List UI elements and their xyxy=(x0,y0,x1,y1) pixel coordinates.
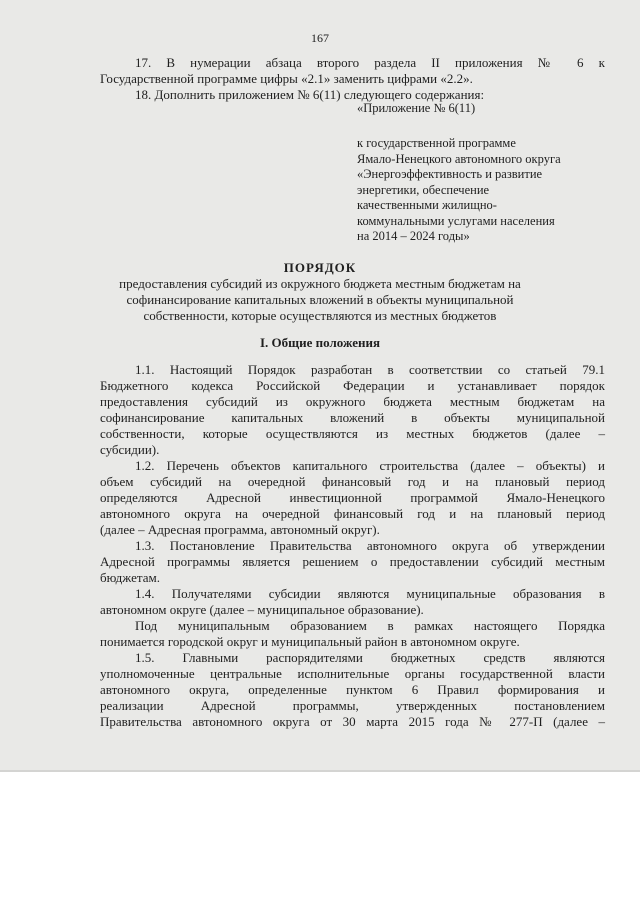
body-line: автономного округа на очередной финансовый год и на плановый период xyxy=(100,506,605,521)
body-line: объем субсидий на очередной финансовый год и на плановый период xyxy=(100,474,605,489)
body-line: Правительства автономного округа от 30 марта 2015 года № 277-П (далее – xyxy=(100,714,605,729)
body-line: (далее – Адресная программа, автономный округ). xyxy=(100,522,380,537)
body-line: реализации Адресной программы, утвержденных постановлением xyxy=(100,698,605,713)
subtitle-line-1: предоставления субсидий из окружного бюджета местным бюджетам на xyxy=(119,276,521,291)
item-17-line-1: 17. В нумерации абзаца второго раздела II приложения № 6 к xyxy=(135,55,605,70)
body-line: бюджетам. xyxy=(100,570,160,585)
body-line: собственности, которые осуществляются из местных бюджетов (далее – xyxy=(100,426,605,441)
body-line: Адресной программы является решением о предоставлении субсидий местным xyxy=(100,554,605,569)
subtitle-line-3: собственности, которые осуществляются из местных бюджетов xyxy=(143,308,497,323)
item-17-line-2: Государственной программе цифры «2.1» заменить цифрами «2.2». xyxy=(100,71,473,86)
body-line: понимается городской округ и муниципальный район в автономном округе. xyxy=(100,634,520,649)
body-line: 1.5. Главными распорядителями бюджетных средств являются xyxy=(135,650,605,665)
annex-line-3: «Энергоэффективность и развитие xyxy=(357,167,543,181)
body-line: Бюджетного кодекса Российской Федерации и устанавливает порядок xyxy=(100,378,605,393)
body-line: 1.2. Перечень объектов капитального строительства (далее – объекты) и xyxy=(135,458,605,473)
body-line: автономном округе (далее – муниципальное образование). xyxy=(100,602,424,617)
body-line: предоставления субсидий из окружного бюджета местным бюджетам на xyxy=(100,394,605,409)
page-number: 167 xyxy=(311,31,329,45)
annex-line-7: на 2014 – 2024 годы» xyxy=(357,229,470,243)
body-line: уполномоченные центральные исполнительные органы государственной власти xyxy=(100,666,605,681)
body-line: 1.4. Получателями субсидии являются муниципальные образования в xyxy=(135,586,605,601)
document-title: ПОРЯДОК xyxy=(283,260,357,275)
annex-line-4: энергетики, обеспечение xyxy=(357,182,490,197)
body-line: субсидии). xyxy=(100,442,160,457)
body-line: софинансирование капитальных вложений в объекты муниципальной xyxy=(100,410,605,425)
body-line: 1.3. Постановление Правительства автономного округа об утверждении xyxy=(135,538,605,553)
item-18: 18. Дополнить приложением № 6(11) следующего содержания: xyxy=(135,87,485,102)
annex-line-1: к государственной программе xyxy=(357,136,516,150)
annex-label: «Приложение № 6(11) xyxy=(357,101,476,115)
body-line: автономного округа, определенные пунктом 6 Правил формирования и xyxy=(100,682,605,697)
subtitle-line-2: софинансирование капитальных вложений в объекты муниципальной xyxy=(126,292,514,307)
annex-line-2: Ямало-Ненецкого автономного округа xyxy=(357,151,561,166)
annex-line-6: коммунальными услугами населения xyxy=(357,213,555,228)
body-line: 1.1. Настоящий Порядок разработан в соответствии со статьей 79.1 xyxy=(135,362,605,377)
section-heading: I. Общие положения xyxy=(260,335,380,350)
body-line: определяются Адресной инвестиционной программой Ямало-Ненецкого xyxy=(100,490,605,505)
body-line: Под муниципальным образованием в рамках настоящего Порядка xyxy=(135,618,605,633)
annex-line-5: качественными жилищно- xyxy=(357,198,497,212)
